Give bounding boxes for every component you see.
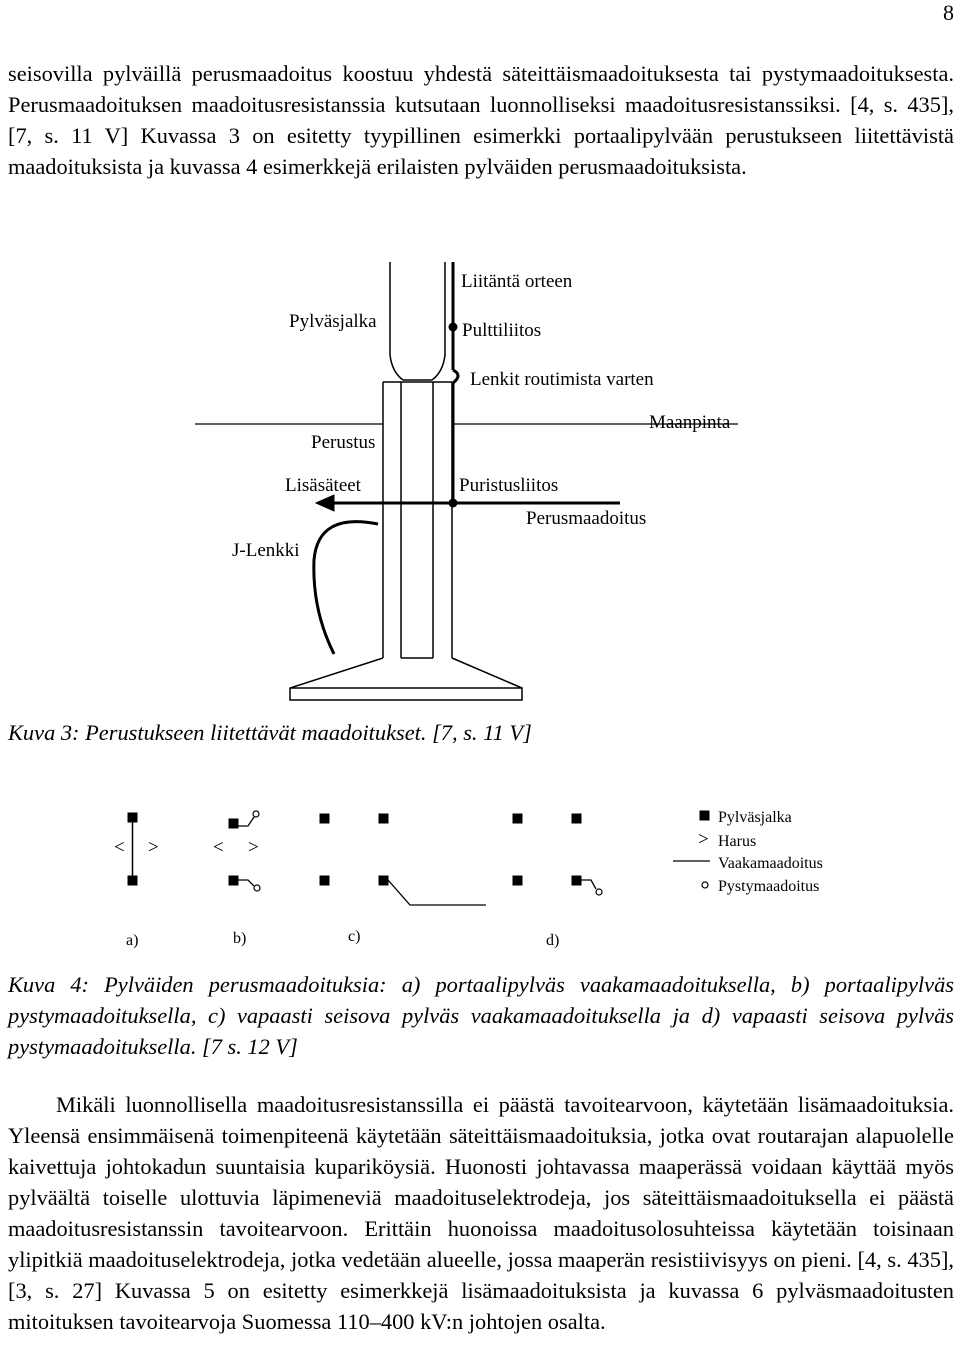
page-number: 8 [943,0,954,25]
legend-harus: Harus [718,833,757,850]
label-perustus: Perustus [311,432,376,453]
legend-harus-symbol: > [698,829,709,850]
label-pulttiliitos: Pulttiliitos [462,320,542,341]
label-perusmaadoitus: Perusmaadoitus [526,508,647,529]
harus-left-a: < [114,837,125,858]
legend-pystymaadoitus: Pystymaadoitus [718,878,820,895]
legend-pylvasjalka-symbol [700,811,709,820]
label-puristusliitos: Puristusliitos [459,475,559,496]
panel-a [128,813,137,885]
legend-pylvasjalka: Pylväsjalka [718,809,792,826]
panel-c [320,814,486,905]
body-paragraph-2: Mikäli luonnollisella maadoitusresistanssilla ei päästä tavoitearvoon, käytetään lisämaadoituksia. Yleensä ensimmäisenä toimenpiteenä käytetään säteittäismaadoituksia, jotka ovat routarajan alapuolelle kaivettuja johtokadun suuntaisia kupariköysiä. Huonosti johtavassa maaperässä voidaan käyttää myös pylväältä toiselle ulottuvia läpimeneviä maadoituselektrodeja, jos säteittäismaadoituksella ei päästä maadoitusresistanssin tavoitearvoon. Erittäin huonoissa maadoitusolosuhteissa käytetään toisinaan ylipitkiä maadoituselektrodeja, jotka vedetään alueelle, jossa maaperän resistiivisyys on pieni. [4, s. 435], [3, s. 27] Kuvassa 5 on esitetty esimerkkejä lisämaadoituksista ja kuvassa 6 pylväsmaadoitusten mitoituksen tavoitearvoja Suomessa 110–400 kV:n johtojen osalta. [8,1092,954,1334]
panel-label-a: a) [126,932,139,949]
label-lisasateet: Lisäsäteet [285,475,361,496]
label-liitanta: Liitäntä orteen [461,271,573,292]
panel-label-d: d) [546,932,560,949]
body-paragraph-1: seisovilla pylväillä perusmaadoitus koostuu yhdestä säteittäismaadoituksesta tai pystymaadoituksesta. Perusmaadoituksen maadoitusresistanssia kutsutaan luonnolliseksi maadoitusresistanssiksi. [4, s. 435], [7, s. 11 V] Kuvassa 3 on esitetty tyypillinen esimerkki portaalipylvään perustukseen liitettävistä maadoituksista ja kuvassa 4 esimerkkejä erilaisten pylväiden perusmaadoituksista. [8,61,954,179]
harus-right-a: > [148,837,159,858]
legend-pystymaadoitus-symbol [702,882,708,888]
label-lenkit: Lenkit routimista varten [470,369,654,390]
figure-3-caption: Kuva 3: Perustukseen liitettävät maadoitukset. [7, s. 11 V] [8,720,532,745]
figure-4-caption: Kuva 4: Pylväiden perusmaadoituksia: a) portaalipylväs vaakamaadoituksella, b) portaalipylväs pystymaadoituksella, c) vapaasti seisova pylväs vaakamaadoituksella ja d) vapaasti seisova pylväs pystymaadoituksella. [7 s. 12 V] [8,972,954,1059]
label-pylvasjalka: Pylväsjalka [289,311,377,332]
label-maanpinta: Maanpinta [649,412,731,433]
legend-vaakamaadoitus: Vaakamaadoitus [718,855,823,872]
panel-label-b: b) [233,930,247,947]
harus-left-b: < [213,837,224,858]
label-jlenkki: J-Lenkki [232,540,300,561]
harus-right-b: > [248,837,259,858]
panel-d [513,814,602,895]
panel-label-c: c) [348,928,361,945]
